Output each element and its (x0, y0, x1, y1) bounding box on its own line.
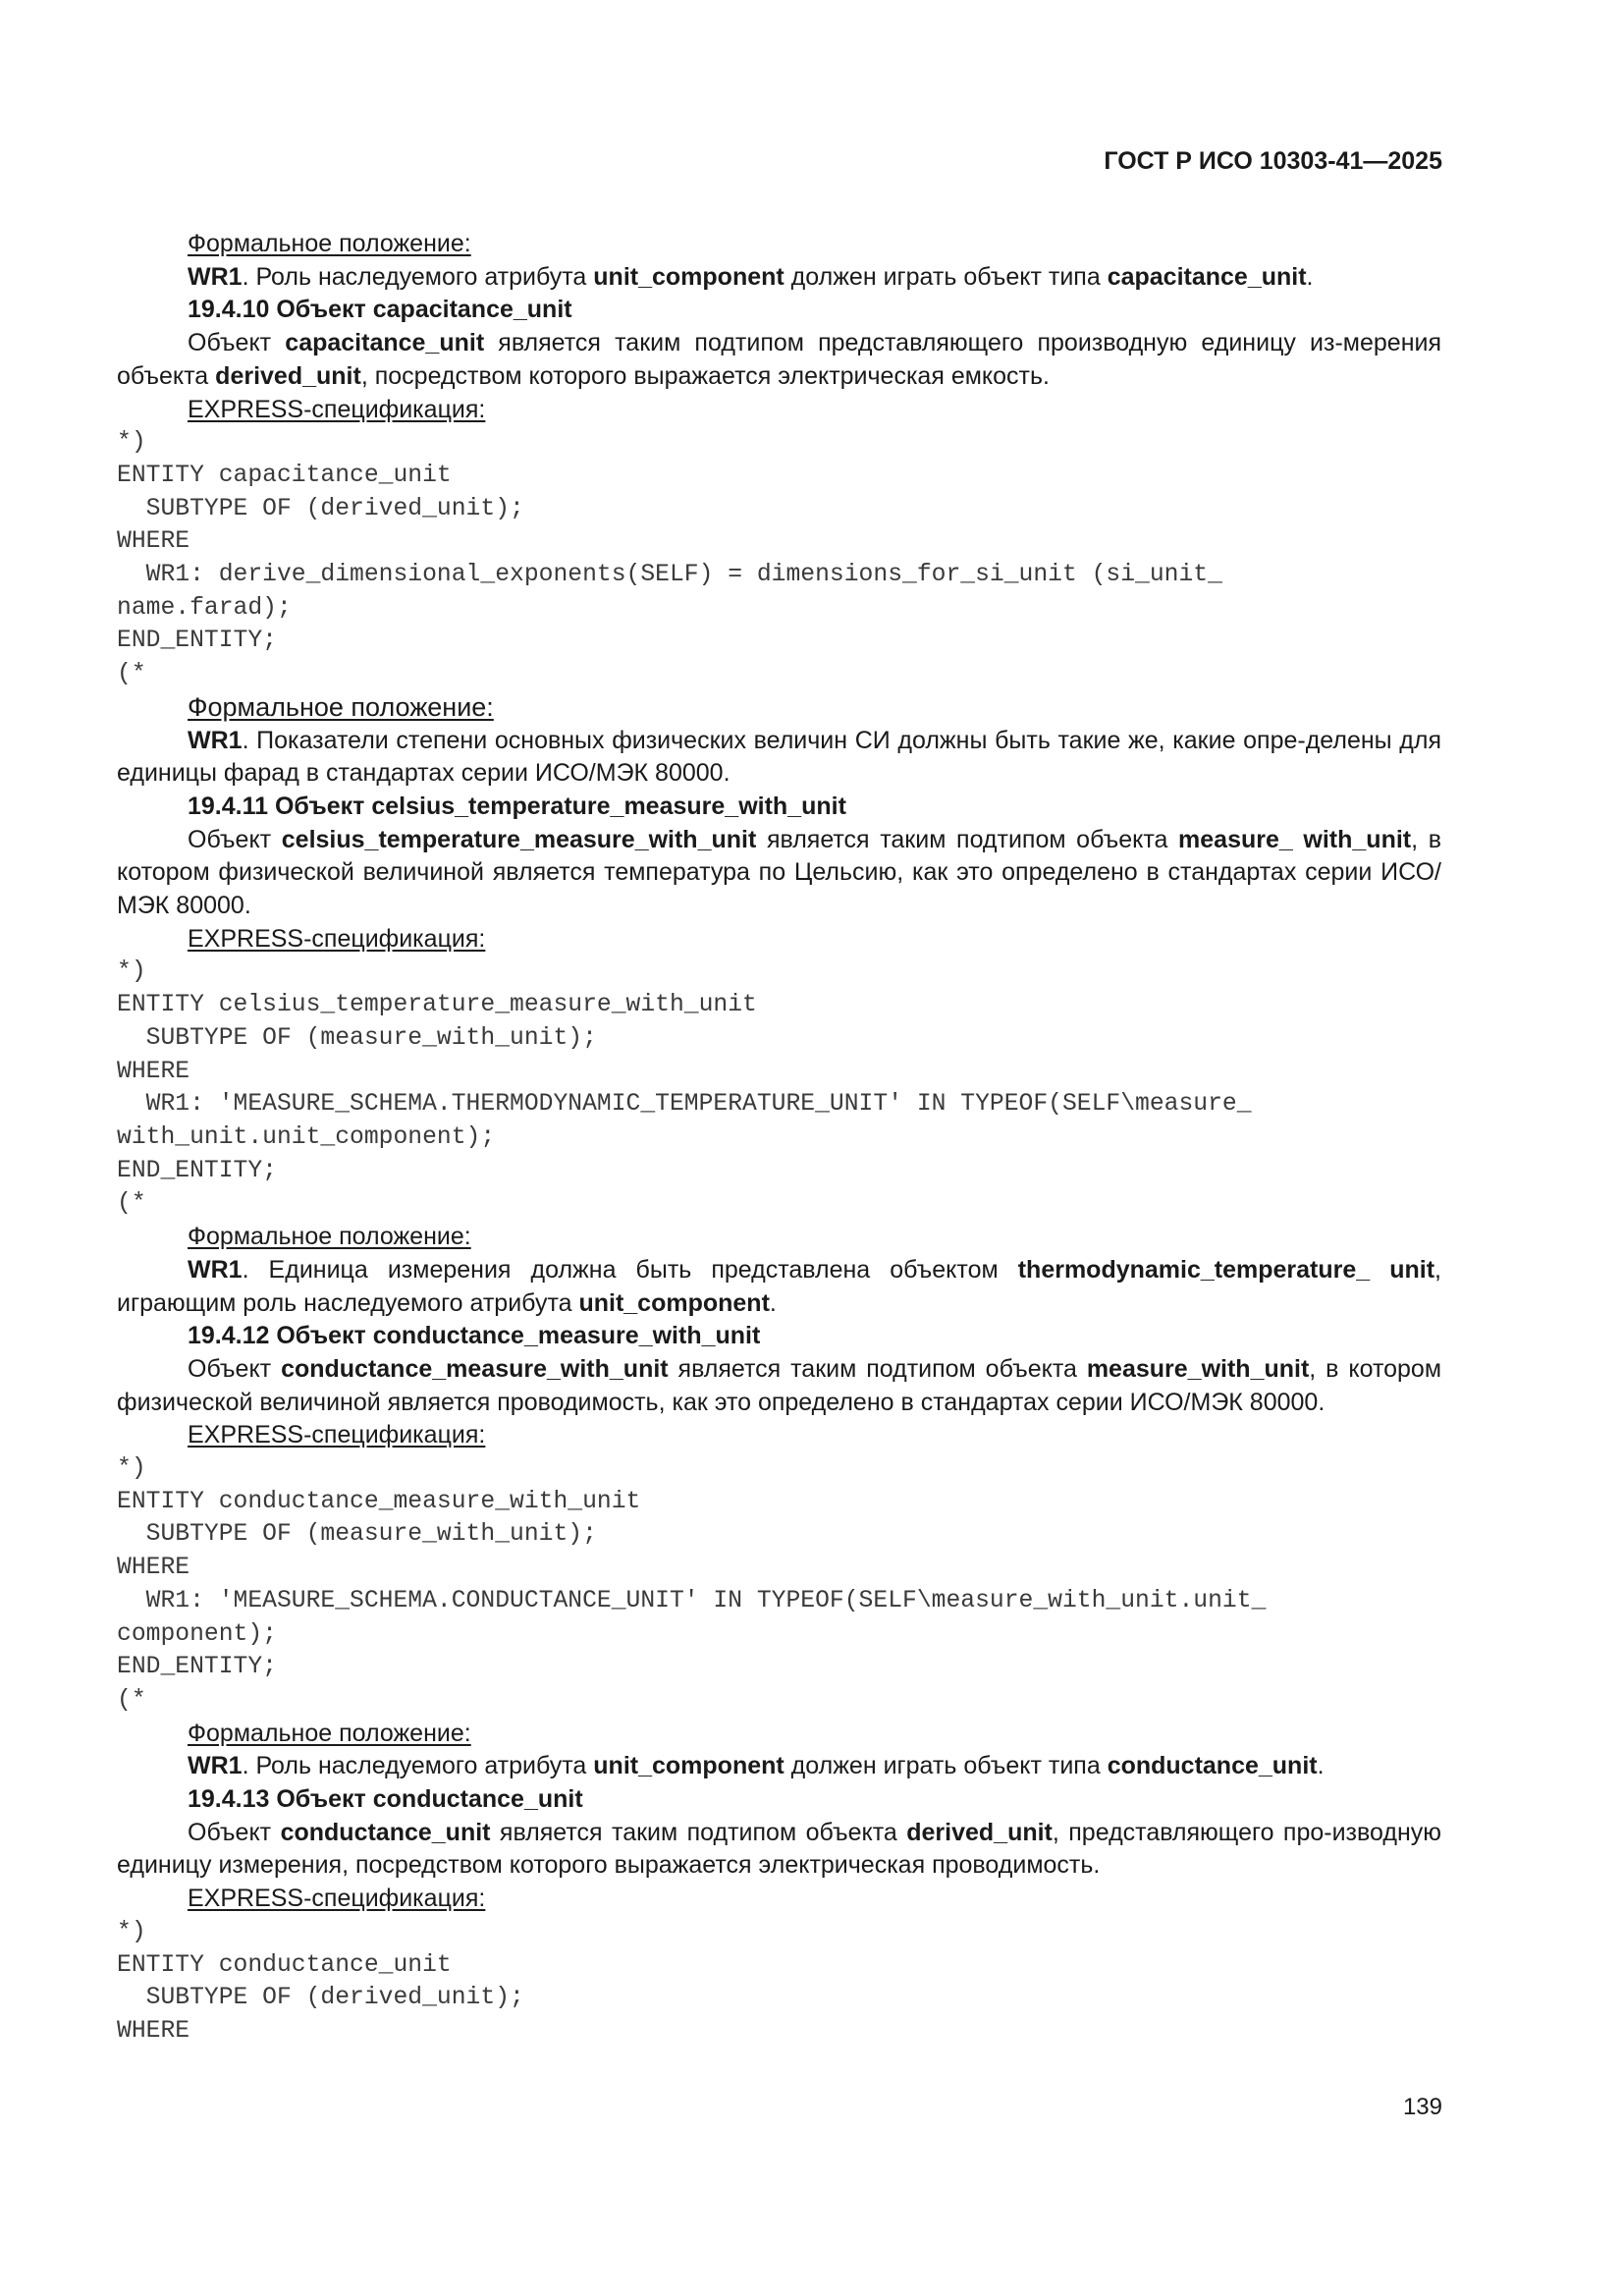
section-label (117, 228, 1441, 261)
section-label (117, 691, 1441, 725)
bold-term: capacitance_unit (285, 329, 485, 357)
text-run: должен играть объект типа (784, 1752, 1108, 1780)
label-text: Формальное положение: (188, 1719, 471, 1747)
section-label (117, 923, 1441, 957)
paragraph (117, 1750, 1441, 1783)
section-label (117, 1718, 1441, 1751)
text-run: является таким подтипом объекта (490, 1818, 907, 1846)
text-run: , в котором физической величиной является температура по Цельсию, как это определено в стандартах серии ИСО/МЭК 80000. (117, 825, 1441, 920)
text-run: , представляющего про-изводную единицу измерения, посредством которого выражается электрическая проводимость. (117, 1818, 1442, 1880)
paragraph (117, 1817, 1441, 1883)
text-run: . Роль наследуемого атрибута (242, 1752, 594, 1780)
bold-term: WR1 (188, 1255, 243, 1284)
bold-term: WR1 (188, 1752, 243, 1780)
express-code-block: *) ENTITY conductance_measure_with_unit SUBTYPE OF (measure_with_unit); WHERE WR1: 'MEASURE_SCHEMA.CONDUCTANCE_UNIT' IN TYPEOF(SELF\measure_with_unit.unit_ component); END_ENTITY; (* (117, 1454, 1267, 1714)
text-run: Объект (188, 1354, 282, 1383)
text-run: Объект (188, 825, 282, 853)
text-run: , играющим роль наследуемого атрибута (117, 1255, 1441, 1317)
page-number: 139 (1402, 2094, 1442, 2120)
label-text: Формальное положение: (188, 230, 471, 257)
bold-term: measure_with_unit (1086, 1354, 1310, 1383)
section-label (117, 1221, 1441, 1254)
section-label (117, 1883, 1441, 1916)
bold-term: WR1 (188, 262, 243, 291)
paragraph (117, 327, 1441, 393)
label-text: Формальное положение: (188, 1223, 471, 1251)
section-heading (117, 1320, 1441, 1353)
label-text: EXPRESS-спецификация: (188, 395, 486, 423)
text-run: . Роль наследуемого атрибута (242, 262, 594, 291)
paragraph (117, 824, 1441, 923)
heading-text: 19.4.10 Объект capacitance_unit (188, 296, 572, 324)
bold-term: celsius_temperature_measure_with_unit (281, 825, 757, 853)
section-heading (117, 791, 1441, 824)
label-text: EXPRESS-спецификация: (188, 1421, 486, 1449)
paragraph (117, 261, 1441, 295)
heading-text: 19.4.12 Объект conductance_measure_with_unit (188, 1322, 761, 1350)
express-code-block: *) ENTITY celsius_temperature_measure_with_unit SUBTYPE OF (measure_with_unit); WHERE WR1: 'MEASURE_SCHEMA.THERMODYNAMIC_TEMPERATURE_UNIT' IN TYPEOF(SELF\measure_ with_unit.unit_component); END_ENTITY; (* (117, 957, 1252, 1218)
text-run: , посредством которого выражается электрическая емкость. (360, 361, 1050, 390)
section-label (117, 1419, 1441, 1452)
label-text: Формальное положение: (188, 691, 494, 722)
section-heading (117, 1783, 1441, 1817)
bold-term: conductance_unit (1107, 1752, 1318, 1780)
bold-term: derived_unit (906, 1818, 1053, 1846)
bold-term: measure_ with_unit (1178, 825, 1412, 853)
paragraph (117, 1353, 1441, 1419)
bold-term: unit_component (593, 262, 784, 291)
document-body (117, 228, 1441, 2049)
bold-term: conductance_unit (280, 1818, 491, 1846)
bold-term: unit_component (593, 1752, 784, 1780)
section-label (117, 394, 1441, 427)
text-run: является таким подтипом объекта (756, 825, 1179, 853)
bold-term: capacitance_unit (1107, 262, 1307, 291)
heading-text: 19.4.13 Объект conductance_unit (188, 1785, 583, 1814)
text-run: является таким подтипом представляющего производную единицу из-мерения объекта (117, 329, 1442, 390)
bold-term: unit_component (578, 1288, 770, 1317)
bold-term: conductance_measure_with_unit (281, 1354, 669, 1383)
text-run: . (1306, 262, 1314, 291)
text-run: . (1317, 1752, 1325, 1780)
text-run: . Показатели степени основных физических величин СИ должны быть такие же, какие опре-делены для единицы фарад в стандартах серии ИСО/МЭК 80000. (117, 726, 1441, 788)
label-text: EXPRESS-спецификация: (188, 924, 486, 953)
document-header: ГОСТ Р ИСО 10303-41—2025 (1104, 147, 1442, 175)
label-text: EXPRESS-спецификация: (188, 1885, 486, 1913)
text-run: . Единица измерения должна быть представлена объектом (242, 1255, 1018, 1284)
text-run: Объект (188, 329, 286, 357)
text-run: Объект (188, 1818, 281, 1846)
bold-term: derived_unit (215, 361, 361, 390)
express-code-block: *) ENTITY capacitance_unit SUBTYPE OF (derived_unit); WHERE WR1: derive_dimensional_exponents(SELF) = dimensions_for_si_unit (si_unit_ name.farad); END_ENTITY; (* (117, 428, 1222, 688)
heading-text: 19.4.11 Объект celsius_temperature_measure_with_unit (188, 792, 846, 820)
text-run: . (769, 1288, 777, 1317)
paragraph (117, 1254, 1441, 1320)
bold-term: WR1 (188, 726, 243, 754)
paragraph (117, 725, 1441, 791)
text-run: является таким подтипом объекта (668, 1354, 1087, 1383)
text-run: должен играть объект типа (784, 262, 1108, 291)
text-run: , в котором физической величиной является проводимость, как это определено в стандартах серии ИСО/МЭК 80000. (117, 1354, 1442, 1416)
express-code-block: *) ENTITY conductance_unit SUBTYPE OF (derived_unit); WHERE (117, 1917, 524, 2045)
section-heading (117, 294, 1441, 327)
bold-term: thermodynamic_temperature_ unit (1017, 1255, 1435, 1284)
